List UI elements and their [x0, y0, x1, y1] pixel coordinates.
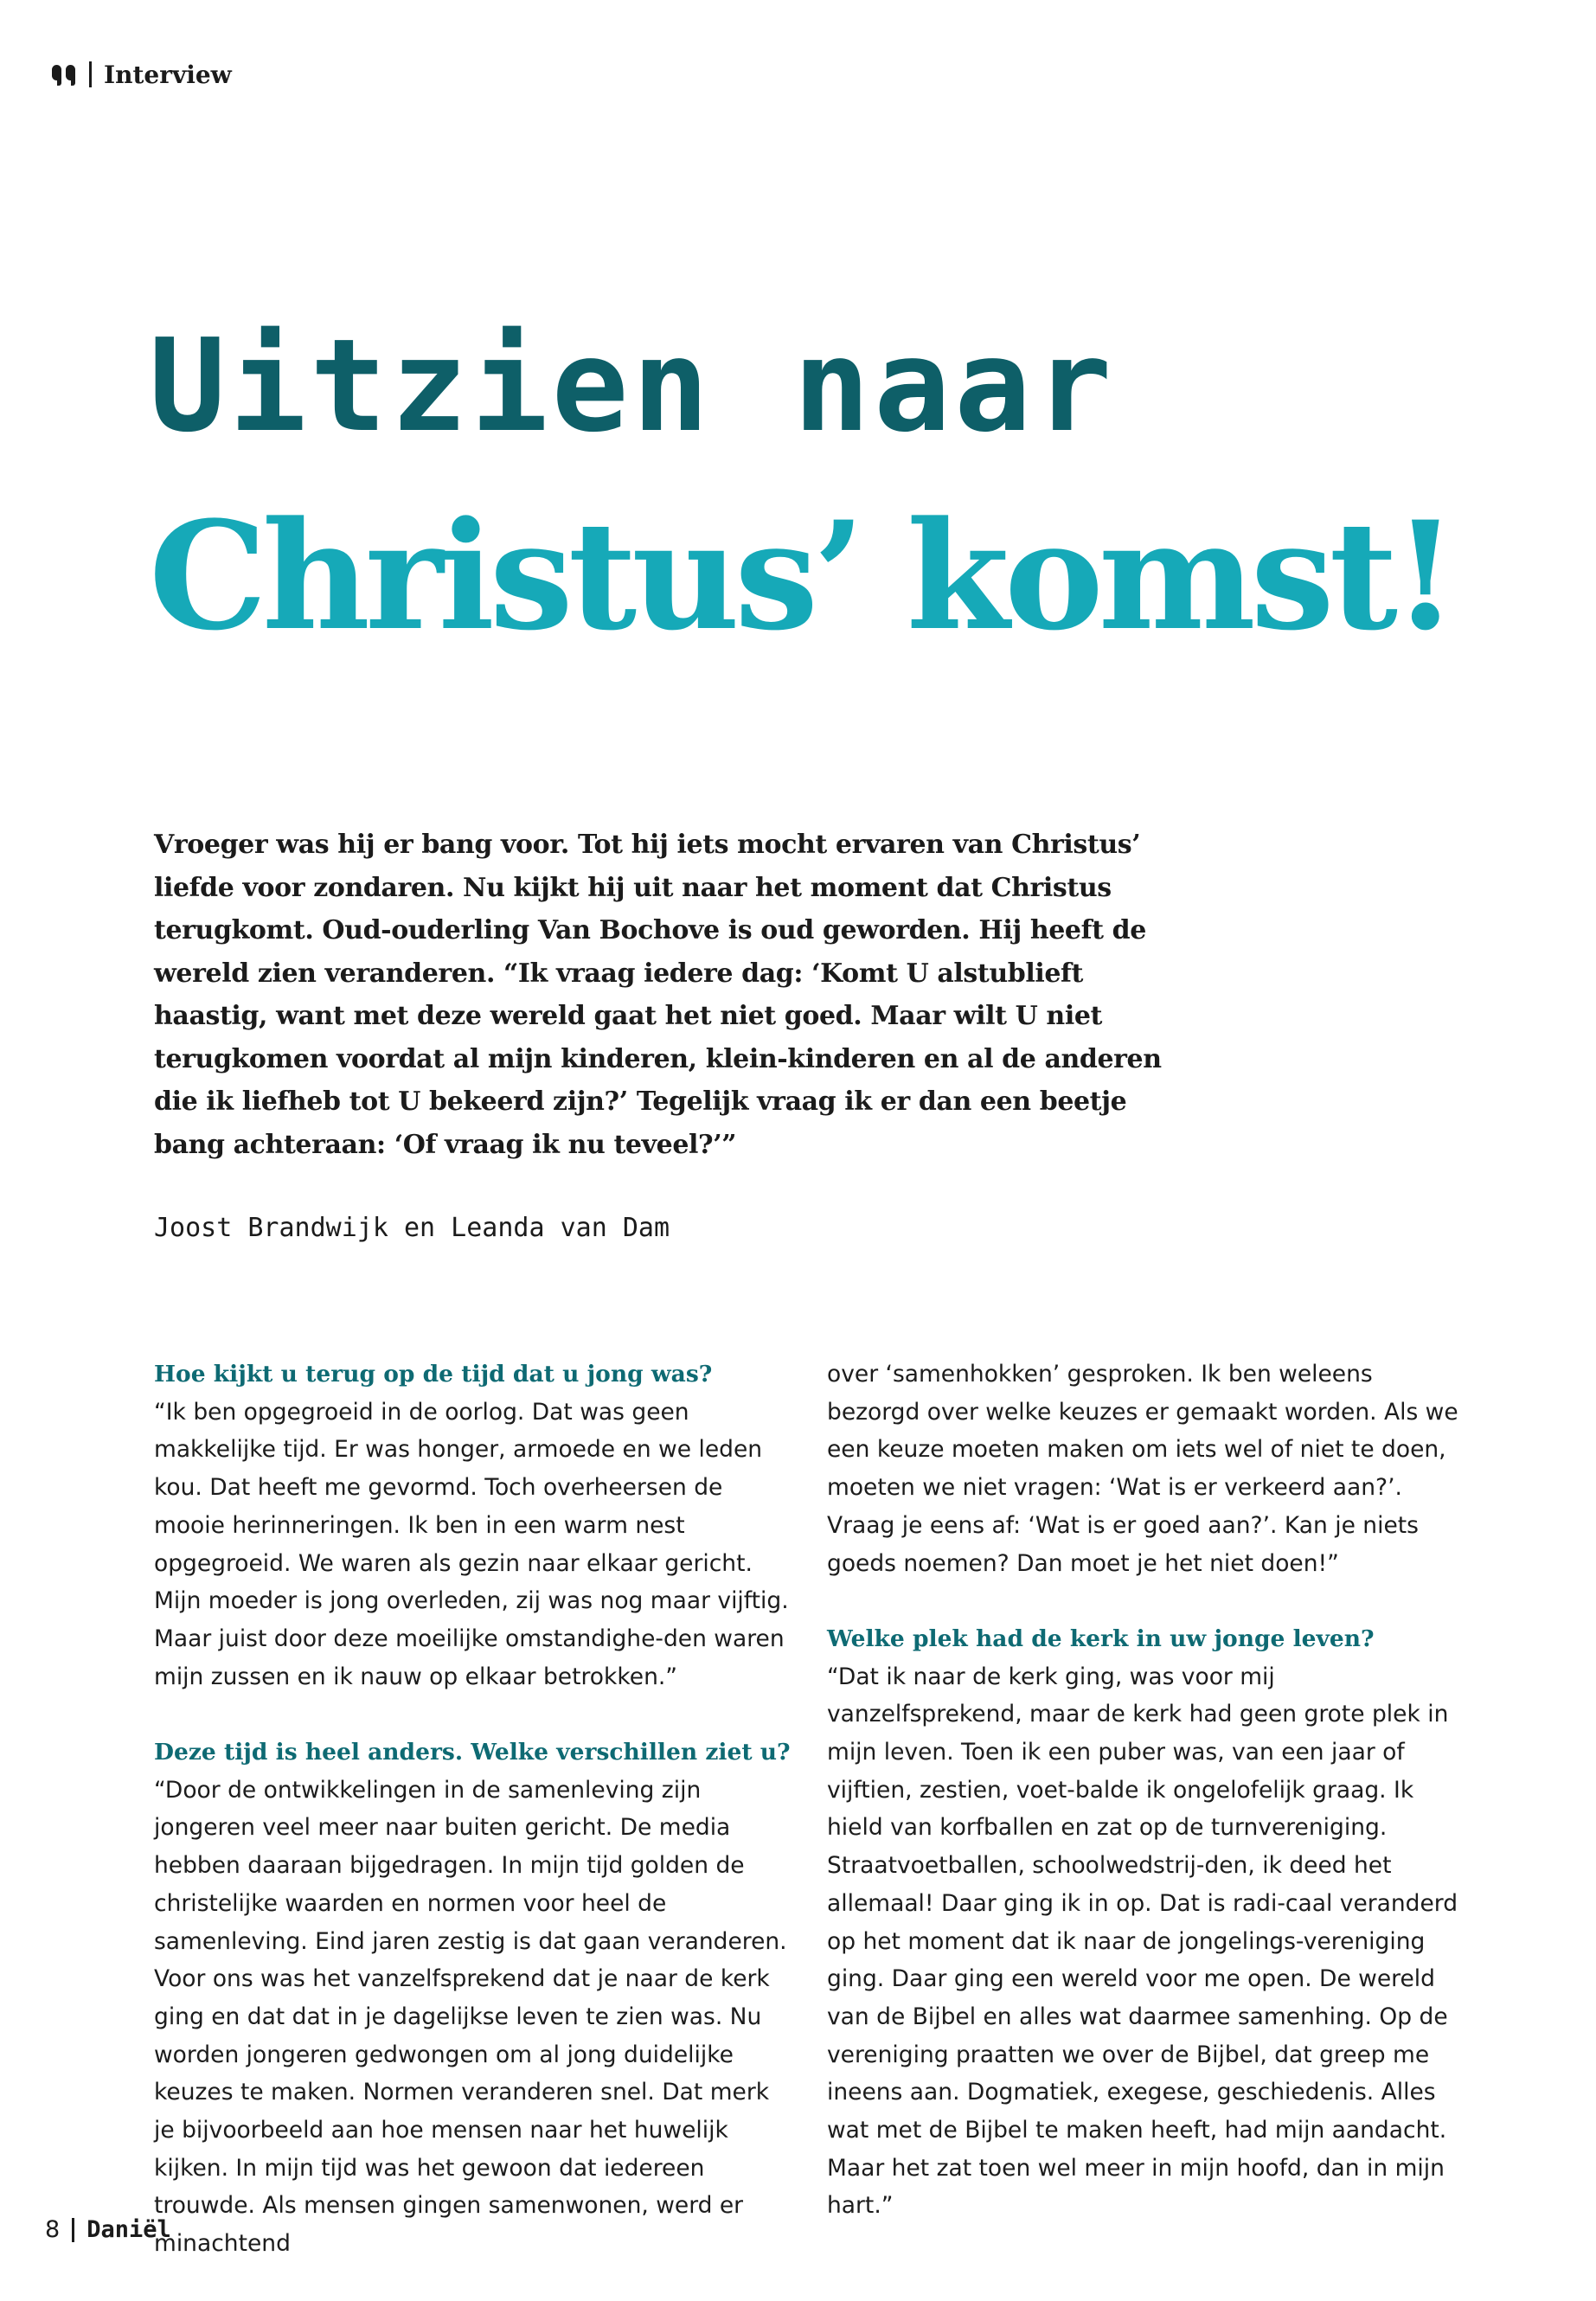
article-column-left: [154, 1356, 794, 2263]
footer-divider: [72, 2218, 74, 2242]
section-label: Interview: [104, 60, 232, 89]
answer-paragraph: “Dat ik naar de kerk ging, was voor mij vanzelfsprekend, maar de kerk had geen grote plek in mijn leven. Toen ik een puber was, van een jaar of vijftien, zestien, voet-balde ik ongelofelijk graag. Ik hield van korfballen en zat op de turnvereniging. Straatvoetballen, schoolwedstrij-den, ik deed het allemaal! Daar ging ik in op. Dat is radi-caal veranderd op het moment dat ik naar de jongelings-vereniging ging. Daar ging een wereld voor me open. De wereld van de Bijbel en alles wat daarmee samenhing. Op de vereniging praatten we over de Bijbel, dat greep me ineens aan. Dogmatiek, exegese, geschiedenis. Alles wat met de Bijbel te maken heeft, had mijn aandacht. Maar het zat toen wel meer in mijn hoofd, dan in mijn hart.”: [827, 1663, 1458, 2220]
question-heading: Deze tijd is heel anders. Welke verschillen ziet u?: [154, 1739, 791, 1766]
magazine-name: Daniël: [87, 2216, 171, 2243]
quote-icon: [52, 63, 75, 86]
answer-paragraph: “Door de ontwikkelingen in de samenleving zijn jongeren veel meer naar buiten gericht. De media hebben daaraan bijgedragen. In mijn tijd golden de christelijke waarden en normen voor heel de samenleving. Eind jaren zestig is dat gaan veranderen. Voor ons was het vanzelfsprekend dat je naar de kerk ging en dat dat in je dagelijkse leven te zien was. Nu worden jongeren gedwongen om al jong duidelijke keuzes te maken. Normen veranderen snel. Dat merk je bijvoorbeeld aan hoe mensen naar het huwelijk kijken. In mijn tijd was het gewoon dat iedereen trouwde. Als mensen gingen samenwonen, werd er minachtend: [154, 1776, 787, 2258]
header-divider: [89, 61, 92, 87]
title-line-1: Uitzien naar: [149, 311, 1116, 460]
page-number: 8: [45, 2216, 61, 2243]
page-footer: [45, 2216, 171, 2243]
answer-paragraph: over ‘samenhokken’ gesproken. Ik ben weleens bezorgd over welke keuzes er gemaakt worden. Als we een keuze moeten maken om iets wel of niet te doen, moeten we niet vragen: ‘Wat is er verkeerd aan?’. Vraag je eens af: ‘Wat is er goed aan?’. Kan je niets goeds noemen? Dan moet je het niet doen!”: [827, 1361, 1458, 1577]
answer-paragraph: “Ik ben opgegroeid in de oorlog. Dat was geen makkelijke tijd. Er was honger, armoede en we leden kou. Dat heeft me gevormd. Toch overheersen de mooie herinneringen. Ik ben in een warm nest opgegroeid. We waren als gezin naar elkaar gericht. Mijn moeder is jong overleden, zij was nog maar vijftig. Maar juist door deze moeilijke omstandighe-den waren mijn zussen en ik nauw op elkaar betrokken.”: [154, 1398, 789, 1690]
question-heading: Hoe kijkt u terug op de tijd dat u jong was?: [154, 1361, 713, 1388]
article-column-right: [827, 1356, 1467, 2225]
question-heading: Welke plek had de kerk in uw jonge leven?: [827, 1625, 1375, 1652]
byline: Joost Brandwijk en Leanda van Dam: [154, 1213, 670, 1243]
title-line-2: Christus’ komst!: [149, 488, 1453, 663]
section-header: [52, 57, 232, 92]
intro-paragraph: Vroeger was hij er bang voor. Tot hij iets mocht ervaren van Christus’ liefde voor zondaren. Nu kijkt hij uit naar het moment dat Christus terugkomt. Oud-ouderling Van Bochove is oud geworden. Hij heeft de wereld zien veranderen. “Ik vraag iedere dag: ‘Komt U alstublieft haastig, want met deze wereld gaat het niet goed. Maar wilt U niet terugkomen voordat al mijn kinderen, klein-kinderen en al de anderen die ik liefheb tot U bekeerd zijn?’ Tegelijk vraag ik er dan een beetje bang achteraan: ‘Of vraag ik nu teveel?’”: [154, 830, 1162, 1160]
